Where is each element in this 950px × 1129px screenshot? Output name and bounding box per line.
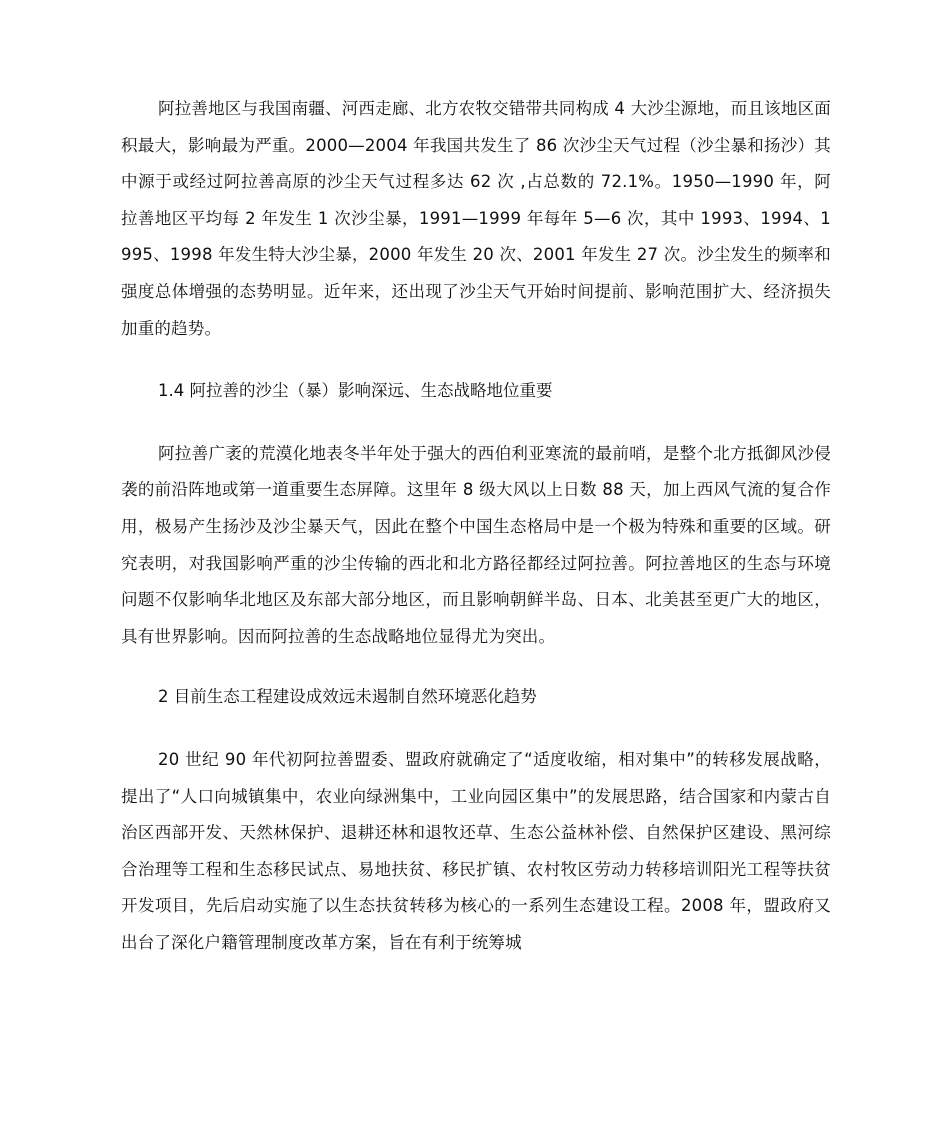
document-body [121, 91, 831, 961]
paragraph-sandstorm-sources: 阿拉善地区与我国南疆、河西走廊、北方农牧交错带共同构成 4 大沙尘源地，而且该地区面积最大，影响最为严重。2000—2004 年我国共发生了 86 次沙尘天气过程（沙尘暴和扬沙）其中源于或经过阿拉善高原的沙尘天气过程多达 62 次 ,占总数的 72.1%。1950—1990 年，阿拉善地区平均每 2 年发生 1 次沙尘暴，1991—1999 年每年 5—6 次，其中 1993、1994、1995、1998 年发生特大沙尘暴，2000 年发生 20 次、2001 年发生 27 次。沙尘发生的频率和强度总体增强的态势明显。近年来，还出现了沙尘天气开始时间提前、影响范围扩大、经济损失加重的趋势。 [121, 99, 831, 338]
section-heading-2: 2 目前生态工程建设成效远未遏制自然环境恶化趋势 [158, 687, 537, 707]
paragraph-ecological-barrier: 阿拉善广袤的荒漠化地表冬半年处于强大的西伯利亚寒流的最前哨，是整个北方抵御风沙侵袭的前沿阵地或第一道重要生态屏障。这里年 8 级大风以上日数 88 天，加上西风气流的复合作用，极易产生扬沙及沙尘暴天气，因此在整个中国生态格局中是一个极为特殊和重要的区域。研究表明，对我国影响严重的沙尘传输的西北和北方路径都经过阿拉善。阿拉善地区的生态与环境问题不仅影响华北地区及东部大部分地区，而且影响朝鲜半岛、日本、北美甚至更广大的地区，具有世界影响。因而阿拉善的生态战略地位显得尤为突出。 [121, 443, 831, 646]
paragraph-ecological-projects: 20 世纪 90 年代初阿拉善盟委、盟政府就确定了“适度收缩，相对集中”的转移发展战略，提出了“人口向城镇集中，农业向绿洲集中，工业向园区集中”的发展思路，结合国家和内蒙古自治区西部开发、天然林保护、退耕还林和退牧还草、生态公益林补偿、自然保护区建设、黑河综合治理等工程和生态移民试点、易地扶贫、移民扩镇、农村牧区劳动力转移培训阳光工程等扶贫开发项目，先后启动实施了以生态扶贫转移为核心的一系列生态建设工程。2008 年，盟政府又出台了深化户籍管理制度改革方案，旨在有利于统筹城 [121, 749, 831, 952]
section-heading-1-4: 1.4 阿拉善的沙尘（暴）影响深远、生态战略地位重要 [158, 381, 553, 401]
